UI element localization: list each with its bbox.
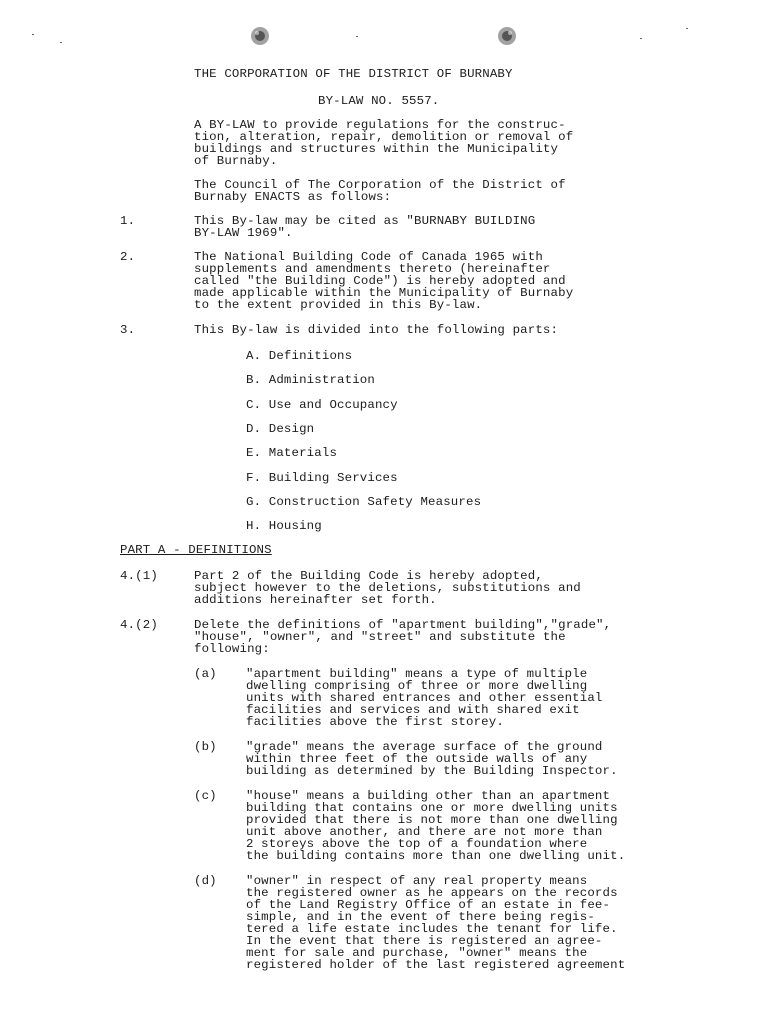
preamble-line: of Burnaby. [194, 154, 278, 168]
section-number: 2. [120, 250, 136, 264]
definition-line: of the Land Registry Office of an estate in fee- [246, 898, 611, 912]
scan-speck [356, 36, 358, 37]
part-item: D. Design [246, 422, 315, 436]
definition-line: "owner" in respect of any real property means [246, 874, 588, 888]
clause-number: 4.(2) [120, 618, 158, 632]
preamble-line: buildings and structures within the Municipality [194, 142, 559, 156]
part-item: F. Building Services [246, 471, 398, 485]
clause-line: Delete the definitions of "apartment building","grade", [194, 618, 612, 632]
section-number: 3. [120, 323, 136, 337]
clause-number: 4.(1) [120, 569, 158, 583]
section-line: The National Building Code of Canada 1965 with [194, 250, 543, 264]
clause-line: "house", "owner", and "street" and substitute the [194, 630, 566, 644]
part-item: B. Administration [246, 373, 375, 387]
definition-line: building as determined by the Building Inspector. [246, 764, 618, 778]
definition-line: the registered owner as he appears on the records [246, 886, 618, 900]
scan-speck [60, 42, 62, 43]
definition-label: (a) [194, 667, 217, 681]
definition-line: unit above another, and there are not more than [246, 825, 603, 839]
section-number: 1. [120, 214, 136, 228]
definition-line: "house" means a building other than an apartment [246, 789, 611, 803]
definition-line: registered holder of the last registered agreement [246, 958, 626, 972]
definition-line: within three feet of the outside walls of any [246, 752, 588, 766]
definition-line: "grade" means the average surface of the ground [246, 740, 603, 754]
definition-line: facilities above the first storey. [246, 715, 504, 729]
preamble-line: tion, alteration, repair, demolition or removal of [194, 130, 574, 144]
enacts-line: The Council of The Corporation of the District of [194, 178, 566, 192]
definition-line: provided that there is not more than one dwelling [246, 813, 618, 827]
definition-line: dwelling comprising of three or more dwelling [246, 679, 588, 693]
part-a-heading: PART A - DEFINITIONS [120, 543, 272, 557]
definition-line: tered a life estate includes the tenant for life. [246, 922, 618, 936]
definition-label: (d) [194, 874, 217, 888]
part-item: H. Housing [246, 519, 322, 533]
definition-label: (b) [194, 740, 217, 754]
definition-line: "apartment building" means a type of multiple [246, 667, 588, 681]
bylaw-number: BY-LAW NO. 5557. [318, 94, 440, 108]
definition-label: (c) [194, 789, 217, 803]
section-line: BY-LAW 1969". [194, 226, 293, 240]
scan-speck [686, 28, 688, 29]
clause-line: subject however to the deletions, substitutions and [194, 581, 581, 595]
section-line: made applicable within the Municipality of Burnaby [194, 286, 574, 300]
definition-line: facilities and services and with shared exit [246, 703, 580, 717]
section-line: This By-law may be cited as "BURNABY BUILDING [194, 214, 536, 228]
part-item: A. Definitions [246, 349, 353, 363]
definition-line: ment for sale and purchase, "owner" means the [246, 946, 588, 960]
scan-speck [32, 34, 34, 35]
part-item: G. Construction Safety Measures [246, 495, 482, 509]
section-line: called "the Building Code") is hereby adopted and [194, 274, 566, 288]
definition-line: 2 storeys above the top of a foundation where [246, 837, 588, 851]
preamble-line: A BY-LAW to provide regulations for the construc- [194, 118, 566, 132]
municipal-seal-right-icon [496, 25, 518, 47]
clause-line: following: [194, 642, 270, 656]
definition-line: In the event that there is registered an agree- [246, 934, 603, 948]
municipal-seal-left-icon [249, 25, 271, 47]
part-item: E. Materials [246, 446, 338, 460]
definition-line: simple, and in the event of there being regis- [246, 910, 595, 924]
enacts-line: Burnaby ENACTS as follows: [194, 190, 392, 204]
section-line: to the extent provided in this By-law. [194, 298, 483, 312]
clause-line: additions hereinafter set forth. [194, 593, 437, 607]
corporation-title: THE CORPORATION OF THE DISTRICT OF BURNABY [194, 67, 513, 81]
definition-line: the building contains more than one dwelling unit. [246, 849, 626, 863]
definition-line: units with shared entrances and other essential [246, 691, 603, 705]
clause-line: Part 2 of the Building Code is hereby adopted, [194, 569, 543, 583]
section-line: supplements and amendments thereto (hereinafter [194, 262, 551, 276]
section-line: This By-law is divided into the following parts: [194, 323, 559, 337]
definition-line: building that contains one or more dwelling units [246, 801, 618, 815]
scan-speck [640, 38, 642, 39]
part-item: C. Use and Occupancy [246, 398, 398, 412]
